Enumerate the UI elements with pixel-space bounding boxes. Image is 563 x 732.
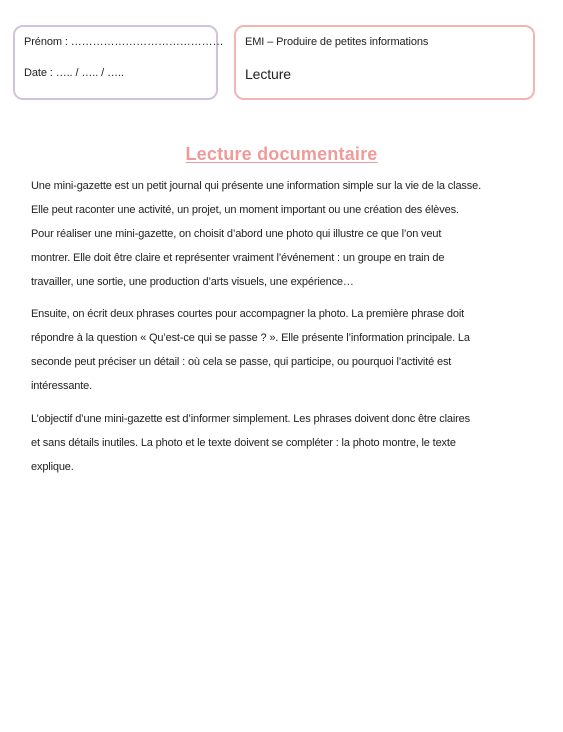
text-line: et sans détails inutiles. La photo et le texte doivent se compléter : la photo montre, le texte — [31, 437, 456, 449]
text-line: seconde peut préciser un détail : où cela se passe, qui participe, ou pourquoi l’activité est — [31, 356, 452, 368]
text-line: Ensuite, on écrit deux phrases courtes pour accompagner la photo. La première phrase doit — [31, 308, 465, 320]
text-line: répondre à la question « Qu’est-ce qui se passe ? ». Elle présente l’information principale. La — [31, 332, 470, 344]
subject-label: EMI – Produire de petites informations — [245, 36, 429, 48]
text-line: Pour réaliser une mini-gazette, on choisit d’abord une photo qui illustre ce que l’on veut — [31, 228, 442, 240]
text-line: Elle peut raconter une activité, un projet, un moment important ou une création des élèves. — [31, 204, 459, 216]
paragraph-3 — [31, 407, 536, 479]
paragraph-1 — [31, 174, 536, 294]
text-line: explique. — [31, 461, 74, 473]
text-line: intéressante. — [31, 380, 93, 392]
document-title-wrapper — [0, 144, 563, 165]
document-title: Lecture documentaire — [185, 144, 378, 164]
date-field[interactable]: Date : ….. / ….. / ….. — [24, 67, 124, 79]
paragraph-2 — [31, 302, 536, 398]
text-line: travailler, une sortie, une production d’arts visuels, une expérience… — [31, 276, 354, 288]
text-line: Une mini-gazette est un petit journal qui présente une information simple sur la vie de la classe. — [31, 180, 481, 192]
text-line: L’objectif d’une mini-gazette est d’informer simplement. Les phrases doivent donc être claires — [31, 413, 470, 425]
student-info-box — [13, 25, 224, 100]
activity-label: Lecture — [245, 66, 291, 82]
text-line: montrer. Elle doit être claire et représenter vraiment l’événement : un groupe en train de — [31, 252, 445, 264]
subject-box — [234, 25, 535, 100]
name-field[interactable]: Prénom : …………………………………… — [24, 36, 224, 48]
